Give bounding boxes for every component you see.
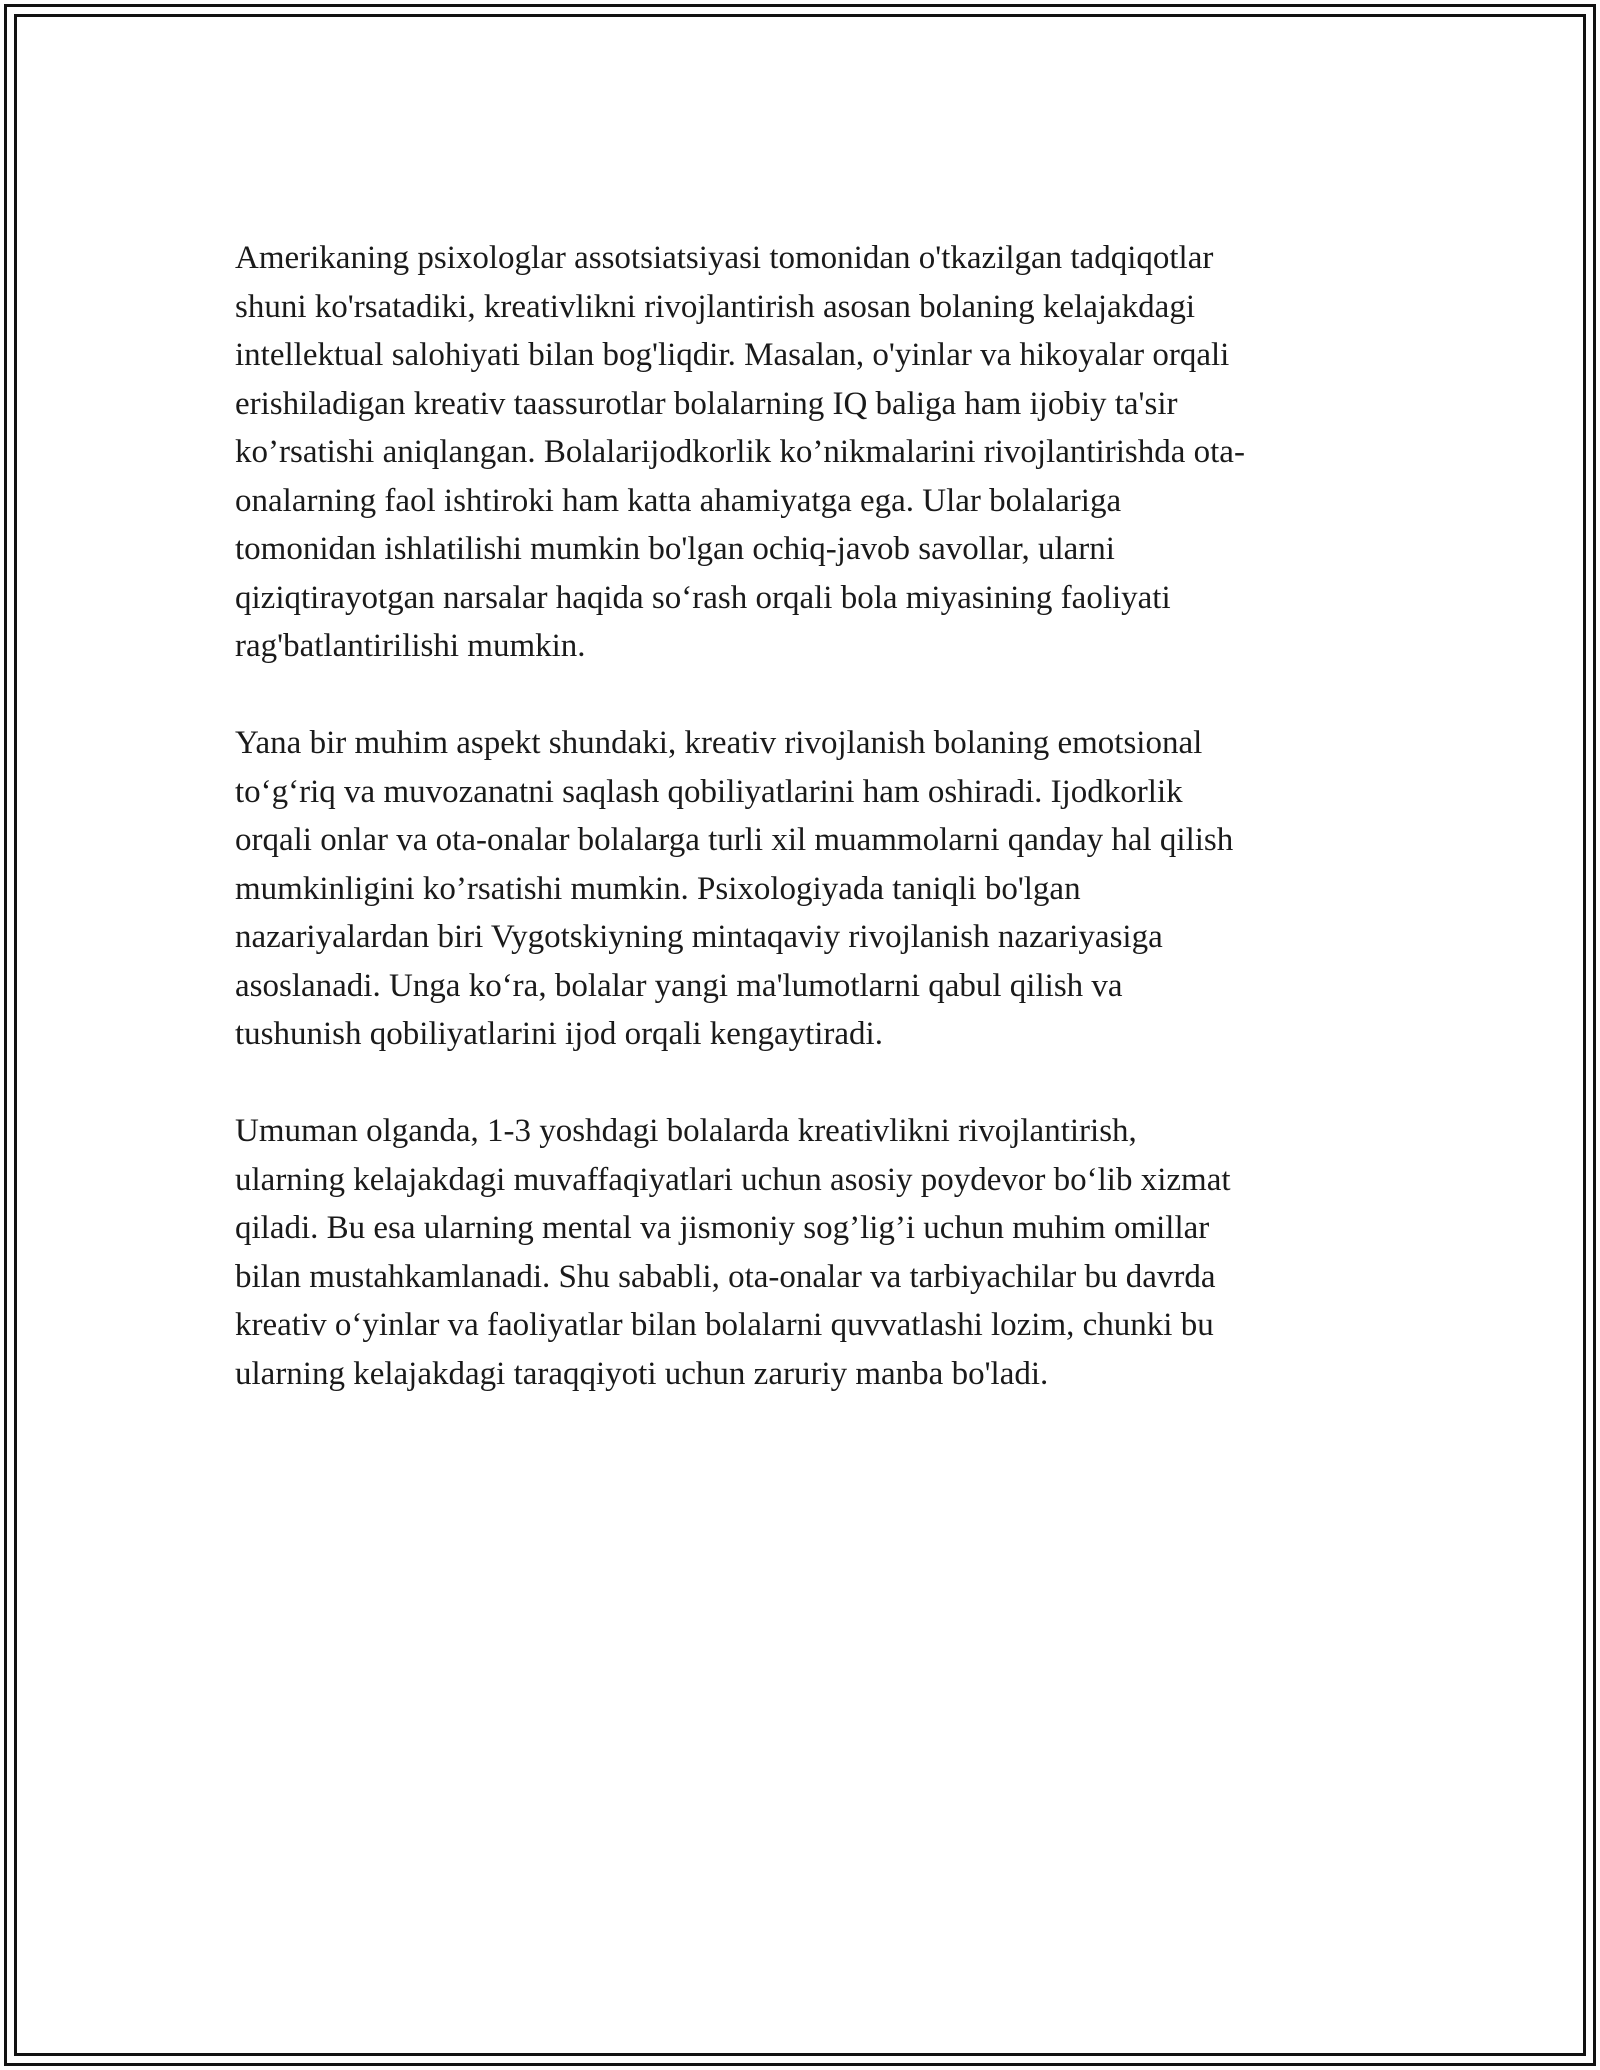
text-line: mumkinligini ko’rsatishi mumkin. Psixologiyada taniqli bo'lgan xyxy=(235,870,1081,907)
text-line: intellektual salohiyati bilan bog'liqdir. Masalan, o'yinlar va hikoyalar orqali xyxy=(235,337,1230,373)
text-line: ularning kelajakdagi taraqqiyoti uchun zaruriy manba bo'ladi. xyxy=(235,1355,1049,1392)
paragraph-3 xyxy=(235,1107,1365,1398)
text-line: tomonidan ishlatilishi mumkin bo'lgan ochiq-javob savollar, ularni xyxy=(235,531,1115,567)
text-line: to‘g‘riq va muvozanatni saqlash qobiliyatlarini ham oshiradi. Ijodkorlik xyxy=(235,773,1183,810)
text-line: ularning kelajakdagi muvaffaqiyatlari uchun asosiy poydevor bo‘lib xizmat xyxy=(235,1161,1231,1198)
text-line: ko’rsatishi aniqlangan. Bolalarijodkorlik ko’nikmalarini rivojlantirishda ota- xyxy=(235,434,1245,470)
text-line: rag'batlantirilishi mumkin. xyxy=(235,628,586,664)
text-line: tushunish qobiliyatlarini ijod orqali kengaytiradi. xyxy=(235,1016,883,1052)
text-line: Yana bir muhim aspekt shundaki, kreativ rivojlanish bolaning emotsional xyxy=(235,725,1203,761)
text-line: orqali onlar va ota-onalar bolalarga turli xil muammolarni qanday hal qilish xyxy=(235,822,1234,858)
text-line: bilan mustahkamlanadi. Shu sababli, ota-onalar va tarbiyachilar bu davrda xyxy=(235,1258,1216,1295)
text-line: qiziqtirayotgan narsalar haqida so‘rash orqali bola miyasining faoliyati xyxy=(235,579,1171,616)
paragraph-1 xyxy=(235,234,1365,671)
text-line: qiladi. Bu esa ularning mental va jismoniy sog’lig’i uchun muhim omillar xyxy=(235,1210,1210,1246)
text-line: Amerikaning psixologlar assotsiatsiyasi tomonidan o'tkazilgan tadqiqotlar xyxy=(235,240,1214,276)
text-line: erishiladigan kreativ taassurotlar bolalarning IQ baliga ham ijobiy ta'sir xyxy=(235,385,1178,422)
text-line: onalarning faol ishtiroki ham katta ahamiyatga ega. Ular bolalariga xyxy=(235,482,1122,519)
text-line: Umuman olganda, 1-3 yoshdagi bolalarda kreativlikni rivojlantirish, xyxy=(235,1113,1137,1149)
paragraph-2 xyxy=(235,719,1365,1059)
text-line: nazariyalardan biri Vygotskiyning mintaqaviy rivojlanish nazariyasiga xyxy=(235,919,1163,955)
text-line: asoslanadi. Unga ko‘ra, bolalar yangi ma'lumotlarni qabul qilish va xyxy=(235,967,1123,1004)
text-line: kreativ o‘yinlar va faoliyatlar bilan bolalarni quvvatlashi lozim, chunki bu xyxy=(235,1307,1214,1343)
text-line: shuni ko'rsatadiki, kreativlikni rivojlantirish asosan bolaning kelajakdagi xyxy=(235,288,1195,325)
document-body xyxy=(235,234,1365,1447)
